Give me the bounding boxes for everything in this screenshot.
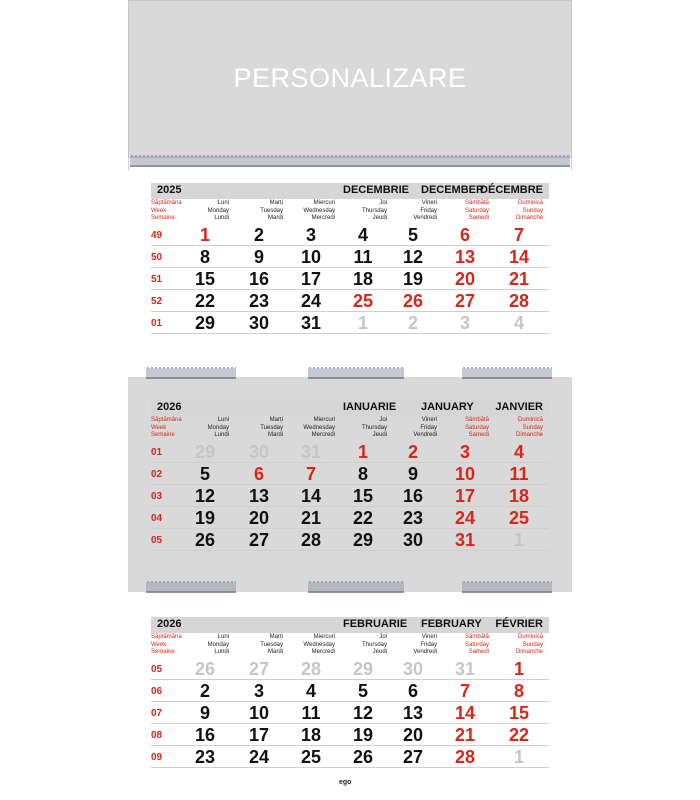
month-name-ro: DECEMBRIE: [343, 184, 410, 196]
day-cell: 28: [454, 747, 476, 767]
spiral-binding-icon: [308, 366, 404, 380]
weekday-label: Tuesday: [260, 424, 283, 431]
weekday-label: Joi: [379, 200, 387, 206]
day-cell: 12: [352, 703, 374, 723]
weekday-label: Thursday: [361, 207, 387, 214]
panel-spiral-binding: [462, 366, 552, 380]
weekday-label: Friday: [420, 207, 437, 214]
weekday-label: Thursday: [361, 424, 387, 431]
weekday-label: Monday: [207, 207, 229, 214]
day-cell: 13: [248, 486, 270, 506]
weekday-label: Tuesday: [260, 207, 283, 214]
day-cell: 20: [248, 508, 270, 528]
weekday-label: Lundi: [214, 649, 229, 655]
day-cell: 30: [402, 659, 424, 679]
weekday-label: Tuesday: [260, 641, 283, 648]
day-cell: 31: [454, 530, 476, 550]
weekday-label: Saturday: [464, 207, 489, 214]
weekday-label: Miercuri: [313, 634, 335, 640]
spiral-binding-icon: [146, 366, 236, 380]
day-cell: 1: [513, 747, 524, 767]
weekday-label: Duminică: [517, 634, 543, 640]
weekday-label: Vineri: [421, 200, 437, 206]
month-panel: [139, 617, 561, 777]
month-panel: [139, 183, 561, 343]
weekday-label: Dimanche: [515, 649, 543, 655]
year-label: 2025: [157, 184, 182, 196]
month-title-row: [151, 617, 549, 633]
day-cell: 4: [357, 225, 368, 245]
day-cell: 2: [407, 442, 418, 462]
weekday-label: Mardi: [267, 432, 283, 438]
weekday-label: Marți: [269, 417, 283, 423]
weekday-label: Saturday: [464, 641, 489, 648]
day-cell: 29: [352, 530, 374, 550]
day-cell: 13: [454, 247, 476, 267]
day-cell: 7: [305, 464, 316, 484]
day-cell: 4: [513, 313, 524, 333]
week-number: 02: [151, 469, 163, 480]
week-number: 50: [151, 252, 163, 263]
day-cell: 17: [300, 269, 322, 289]
week-header-label: Week: [151, 207, 167, 214]
day-cell: 16: [248, 269, 270, 289]
day-cell: 26: [194, 530, 216, 550]
day-cell: 2: [199, 681, 210, 701]
weekday-label: Joi: [379, 634, 387, 640]
day-cell: 5: [357, 681, 368, 701]
week-header-label: Semaine: [151, 432, 175, 438]
day-cell: 6: [459, 225, 470, 245]
weekday-label: Friday: [420, 424, 437, 431]
week-header-label: Săptămâna: [151, 417, 182, 423]
month-name-en: JANUARY: [421, 401, 474, 413]
weekday-label: Sâmbătă: [464, 200, 489, 206]
day-cell: 30: [402, 530, 424, 550]
day-cell: 27: [454, 291, 476, 311]
day-cell: 30: [248, 313, 270, 333]
year-label: 2026: [157, 401, 182, 413]
week-header-label: Week: [151, 641, 167, 648]
day-cell: 26: [352, 747, 374, 767]
weekday-label: Marți: [269, 200, 283, 206]
week-number: 06: [151, 686, 163, 697]
day-cell: 12: [194, 486, 216, 506]
day-cell: 25: [508, 508, 530, 528]
weekday-label: Lundi: [214, 215, 229, 221]
weekday-label: Samedi: [468, 649, 489, 655]
weekday-label: Marți: [269, 634, 283, 640]
weekday-label: Luni: [217, 417, 229, 423]
day-cell: 20: [454, 269, 476, 289]
day-cell: 14: [454, 703, 476, 723]
week-header-label: Săptămâna: [151, 200, 182, 206]
day-cell: 18: [300, 725, 322, 745]
weekday-label: Miercuri: [313, 200, 335, 206]
day-cell: 18: [508, 486, 530, 506]
day-cell: 3: [253, 681, 264, 701]
month-name-fr: JANVIER: [495, 401, 543, 413]
weekday-label: Sunday: [522, 641, 543, 648]
day-cell: 24: [248, 747, 270, 767]
weekday-label: Luni: [217, 200, 229, 206]
day-cell: 26: [194, 659, 216, 679]
day-cell: 11: [509, 464, 529, 484]
weekday-label: Sâmbătă: [464, 634, 489, 640]
month-title-row: [151, 400, 549, 416]
day-cell: 5: [407, 225, 418, 245]
month-title-row: [151, 183, 549, 199]
day-cell: 15: [194, 269, 216, 289]
day-cell: 26: [402, 291, 424, 311]
week-number: 03: [151, 491, 163, 502]
day-cell: 21: [508, 269, 530, 289]
week-header-label: Semaine: [151, 649, 175, 655]
day-cell: 24: [300, 291, 322, 311]
day-cell: 8: [357, 464, 368, 484]
header-title: PERSONALIZARE: [233, 63, 467, 93]
day-cell: 28: [300, 659, 322, 679]
weekday-label: Vendredi: [413, 215, 437, 221]
day-cell: 2: [253, 225, 264, 245]
day-cell: 23: [194, 747, 216, 767]
weekday-label: Vendredi: [413, 649, 437, 655]
day-cell: 11: [301, 703, 321, 723]
weekday-label: Mardi: [267, 215, 283, 221]
weekday-label: Mardi: [267, 649, 283, 655]
weekday-label: Vineri: [421, 417, 437, 423]
weekday-label: Wednesday: [303, 207, 335, 214]
day-cell: 30: [248, 442, 270, 462]
day-cell: 16: [194, 725, 216, 745]
day-cell: 12: [402, 247, 424, 267]
day-cell: 11: [353, 247, 373, 267]
day-cell: 16: [402, 486, 424, 506]
weekday-label: Vineri: [421, 634, 437, 640]
weekday-label: Saturday: [464, 424, 489, 431]
day-cell: 1: [513, 530, 524, 550]
panel-spiral-binding: [146, 366, 236, 380]
day-cell: 7: [459, 681, 470, 701]
day-cell: 31: [300, 313, 322, 333]
weekday-label: Duminică: [517, 417, 543, 423]
day-cell: 25: [352, 291, 374, 311]
month-name-ro: IANUARIE: [343, 401, 397, 413]
weekday-label: Jeudi: [372, 215, 387, 221]
day-cell: 28: [508, 291, 530, 311]
day-cell: 19: [402, 269, 424, 289]
day-cell: 4: [305, 681, 316, 701]
weekday-label: Luni: [217, 634, 229, 640]
week-number: 01: [151, 447, 163, 458]
day-cell: 27: [248, 659, 270, 679]
spiral-binding-icon: [462, 366, 552, 380]
day-cell: 13: [402, 703, 424, 723]
week-number: 04: [151, 513, 163, 524]
weekday-label: Thursday: [361, 641, 387, 648]
weekday-label: Duminică: [517, 200, 543, 206]
day-cell: 2: [407, 313, 418, 333]
month-name-ro: FEBRUARIE: [343, 618, 408, 630]
weekday-label: Samedi: [468, 432, 489, 438]
personalization-header: [128, 0, 572, 158]
day-cell: 8: [199, 247, 210, 267]
day-cell: 28: [300, 530, 322, 550]
week-number: 52: [151, 296, 163, 307]
weekday-label: Dimanche: [515, 432, 543, 438]
week-number: 51: [151, 274, 163, 285]
day-cell: 10: [248, 703, 270, 723]
weekday-label: Mercredi: [311, 432, 335, 438]
day-cell: 15: [352, 486, 374, 506]
weekday-label: Samedi: [468, 215, 489, 221]
weekday-label: Jeudi: [372, 432, 387, 438]
day-cell: 25: [300, 747, 322, 767]
day-cell: 29: [194, 442, 216, 462]
day-cell: 9: [199, 703, 210, 723]
day-cell: 29: [194, 313, 216, 333]
month-name-en: FEBRUARY: [421, 618, 482, 630]
day-cell: 9: [253, 247, 264, 267]
day-cell: 17: [454, 486, 476, 506]
day-cell: 15: [508, 703, 530, 723]
day-cell: 5: [199, 464, 210, 484]
weekday-label: Wednesday: [303, 424, 335, 431]
top-spiral-binding: [130, 154, 570, 168]
spiral-binding-icon: [462, 580, 552, 594]
spiral-binding-icon: [146, 580, 236, 594]
day-cell: 7: [513, 225, 524, 245]
weekday-label: Vendredi: [413, 432, 437, 438]
day-cell: 3: [305, 225, 316, 245]
day-cell: 1: [357, 313, 368, 333]
day-cell: 14: [508, 247, 530, 267]
week-number: 09: [151, 752, 163, 763]
day-cell: 14: [300, 486, 322, 506]
day-cell: 10: [454, 464, 476, 484]
day-cell: 24: [454, 508, 476, 528]
weekday-label: Jeudi: [372, 649, 387, 655]
day-cell: 6: [253, 464, 264, 484]
day-cell: 29: [352, 659, 374, 679]
day-cell: 9: [407, 464, 418, 484]
day-cell: 17: [248, 725, 270, 745]
day-cell: 3: [459, 313, 470, 333]
day-cell: 31: [454, 659, 476, 679]
day-cell: 27: [402, 747, 424, 767]
week-header-label: Săptămâna: [151, 634, 182, 640]
day-cell: 23: [402, 508, 424, 528]
day-cell: 22: [352, 508, 374, 528]
day-cell: 4: [513, 442, 524, 462]
weekday-label: Sunday: [522, 207, 543, 214]
day-cell: 1: [357, 442, 368, 462]
day-cell: 10: [300, 247, 322, 267]
brand-logo: ego: [339, 779, 352, 786]
day-cell: 1: [513, 659, 524, 679]
month-panel: [139, 400, 561, 560]
month-name-en: DECEMBER: [421, 184, 484, 196]
week-number: 08: [151, 730, 163, 741]
day-cell: 6: [407, 681, 418, 701]
day-cell: 1: [199, 225, 210, 245]
weekday-label: Mercredi: [311, 649, 335, 655]
weekday-label: Friday: [420, 641, 437, 648]
panel-spiral-binding: [308, 366, 404, 380]
weekday-label: Miercuri: [313, 417, 335, 423]
day-cell: 22: [194, 291, 216, 311]
weekday-label: Sunday: [522, 424, 543, 431]
day-cell: 21: [300, 508, 322, 528]
panel-spiral-binding: [462, 580, 552, 594]
week-number: 05: [151, 535, 163, 546]
day-cell: 20: [402, 725, 424, 745]
spiral-binding-icon: [130, 154, 570, 168]
day-cell: 18: [352, 269, 374, 289]
weekday-label: Sâmbătă: [464, 417, 489, 423]
day-cell: 23: [248, 291, 270, 311]
day-cell: 31: [300, 442, 322, 462]
weekday-label: Lundi: [214, 432, 229, 438]
day-cell: 19: [194, 508, 216, 528]
day-cell: 22: [508, 725, 530, 745]
week-number: 49: [151, 230, 163, 241]
panel-spiral-binding: [308, 580, 404, 594]
month-name-fr: DÉCEMBRE: [480, 184, 543, 196]
week-header-label: Week: [151, 424, 167, 431]
day-cell: 21: [454, 725, 476, 745]
weekday-label: Joi: [379, 417, 387, 423]
year-label: 2026: [157, 618, 182, 630]
day-cell: 27: [248, 530, 270, 550]
week-number: 07: [151, 708, 163, 719]
weekday-label: Monday: [207, 641, 229, 648]
weekday-label: Monday: [207, 424, 229, 431]
week-number: 05: [151, 664, 163, 675]
week-header-label: Semaine: [151, 215, 175, 221]
week-number: 01: [151, 318, 163, 329]
day-cell: 19: [352, 725, 374, 745]
spiral-binding-icon: [308, 580, 404, 594]
weekday-label: Dimanche: [515, 215, 543, 221]
weekday-label: Mercredi: [311, 215, 335, 221]
day-cell: 3: [459, 442, 470, 462]
panel-spiral-binding: [146, 580, 236, 594]
month-name-fr: FÉVRIER: [495, 618, 543, 630]
weekday-label: Wednesday: [303, 641, 335, 648]
day-cell: 8: [513, 681, 524, 701]
